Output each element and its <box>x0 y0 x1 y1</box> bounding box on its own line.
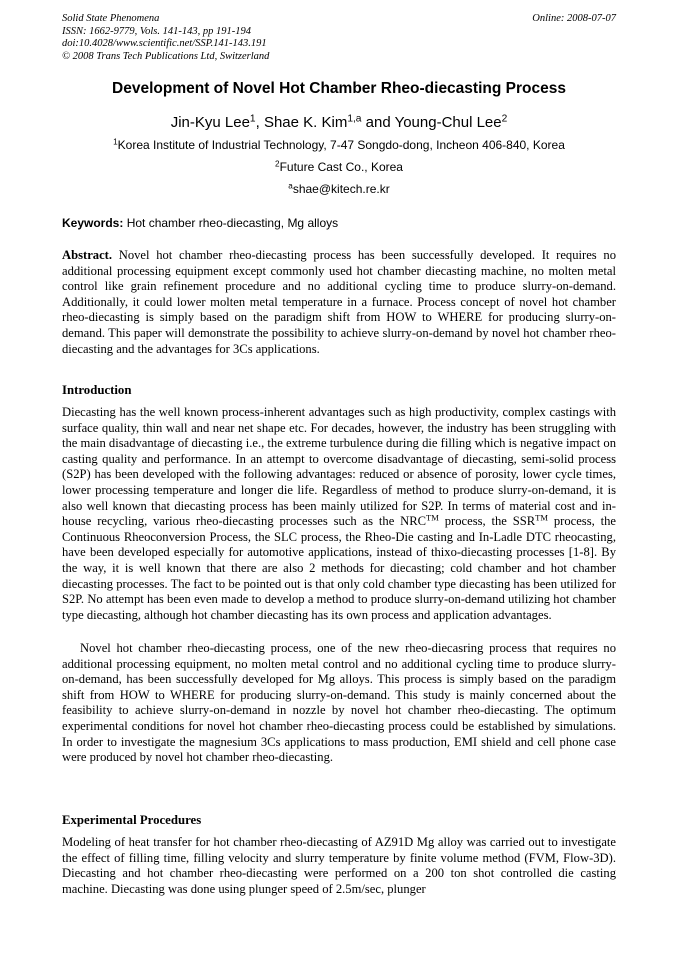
email-text: shae@kitech.re.kr <box>292 182 390 196</box>
abstract <box>62 248 616 357</box>
email-mark: a <box>288 181 293 191</box>
author-list <box>62 114 616 131</box>
paragraph-text: process, the SSR <box>438 514 536 529</box>
affiliation-text: Korea Institute of Industrial Technology, 7-47 Songdo-dong, Incheon 406-840, Korea <box>117 138 565 152</box>
experimental-paragraph-1: Modeling of heat transfer for hot chamber rheo-diecasting of AZ91D Mg alloy was carried out to investigate the effect of filling time, filling velocity and slurry temperature by finite volume method (FVM, Flow-3D). Diecasting and hot chamber rheo-diecasting were performed on a 200 ton shot controlled die casting machine. Diecasting was done using plunger speed of 2.5m/sec, plunger <box>62 835 616 896</box>
paragraph-text: Diecasting has the well known process-inherent advantages such as high productivity, complex castings with surface quality, thin wall and near net shape etc. For decades, however, the industry has been struggling with the main disadvantage of diecasting i.e., the extreme turbulence during die filling which is negative impact on casting quality and performance. In an attempt to overcome disadvantage of diecasting, semi-solid process (S2P) has been developed with the following advantages: reduced or absence of porosity, lower cycle times, lower processing temperature and longer die life. Regardless of method to produce slurry-on-demand, it is also well known that diecasting process has been mainly utilized for S2P. In terms of material cost and in-house recycling, various rheo-diecasting processes such as the NRC <box>62 405 616 529</box>
author-name: Jin-Kyu Lee <box>170 114 250 131</box>
trademark-mark: TM <box>426 512 439 523</box>
doi-line: doi:10.4028/www.scientific.net/SSP.141-143.191 <box>62 38 267 49</box>
journal-header <box>62 13 616 63</box>
trademark-mark: TM <box>535 512 548 523</box>
author-affiliation-mark: 1,a <box>347 113 362 125</box>
author-name: Shae K. Kim <box>263 114 348 131</box>
corresponding-email <box>62 182 616 196</box>
author-name: Young-Chul Lee <box>394 114 502 131</box>
affiliation-text: Future Cast Co., Korea <box>279 160 403 174</box>
affiliation-mark: 1 <box>113 137 118 147</box>
author-separator: and <box>361 114 395 131</box>
keywords-text: Hot chamber rheo-diecasting, Mg alloys <box>123 216 339 230</box>
affiliation-2 <box>62 160 616 174</box>
introduction-paragraph-2: Novel hot chamber rheo-diecasting process, one of the new rheo-diecasring process that requires no additional processing equipment, no molten metal control and no additional cycling time to produce slurry-on-demand, has been successfully developed for Mg alloys. This process is simply based on the paradigm shift from HOW to WHERE for producing slurry-on-demand. This study is mainly concerned about the feasibility to achieve slurry-on-demand in nozzle by novel hot chamber rheo-diecasting. The optimum experimental conditions for novel hot chamber rheo-diecasting process could be established by simulations. In order to investigate the magnesium 3Cs applications to mass production, EMI shield and cell phone case were produced by novel hot chamber rheo-diecasting. <box>62 641 616 765</box>
keywords <box>62 216 616 230</box>
issn-line: ISSN: 1662-9779, Vols. 141-143, pp 191-194 <box>62 25 251 37</box>
copyright-line: © 2008 Trans Tech Publications Ltd, Switzerland <box>62 50 270 62</box>
introduction-heading: Introduction <box>62 383 132 397</box>
journal-name: Solid State Phenomena <box>62 13 160 24</box>
affiliation-mark: 2 <box>275 159 280 169</box>
paper-title: Development of Novel Hot Chamber Rheo-diecasting Process <box>112 80 566 97</box>
abstract-text: Novel hot chamber rheo-diecasting process has been successfully developed. It requires no additional processing equipment except commonly used hot chamber diecasting machine, no molten metal control like grain refinement procedure and no additional cycling time to produce slurry-on-demand. Additionally, it could lower molten metal temperature in a furnace. Process concept of novel hot chamber rheo-diecasting is simply based on the paradigm shift from HOW to WHERE for producing slurry-on-demand. This paper will demonstrate the possibility to achieve slurry-on-demand by novel hot chamber rheo-diecasting and the advantages for 3Cs applications. <box>62 248 616 356</box>
author-affiliation-mark: 2 <box>501 113 508 125</box>
paragraph-text: process, the Continuous Rheoconversion Process, the SLC process, the Rheo-Die casting and In-Ladle DTC rheocasting, have been developed especially for automotive applications, instead of thixo-diecasting processes [1-8]. By the way, it is well known that there are also 2 methods for diecasting; cold chamber and hot chamber diecasting processes. The fact to be pointed out is that only cold chamber type diecasting has been utilized for S2P. No attempt has been even made to develop a method to produce slurry-on-demand utilizing hot chamber type diecasting, although hot chamber diecasting has its own process and application advantages. <box>62 514 616 622</box>
author-affiliation-mark: 1 <box>249 113 256 125</box>
online-date: Online: 2008-07-07 <box>532 13 616 24</box>
affiliation-1 <box>62 138 616 152</box>
introduction-paragraph-1 <box>62 405 616 623</box>
keywords-label: Keywords: <box>62 216 124 230</box>
author-separator: , <box>255 114 264 131</box>
experimental-heading: Experimental Procedures <box>62 813 202 827</box>
abstract-label: Abstract. <box>62 248 113 262</box>
